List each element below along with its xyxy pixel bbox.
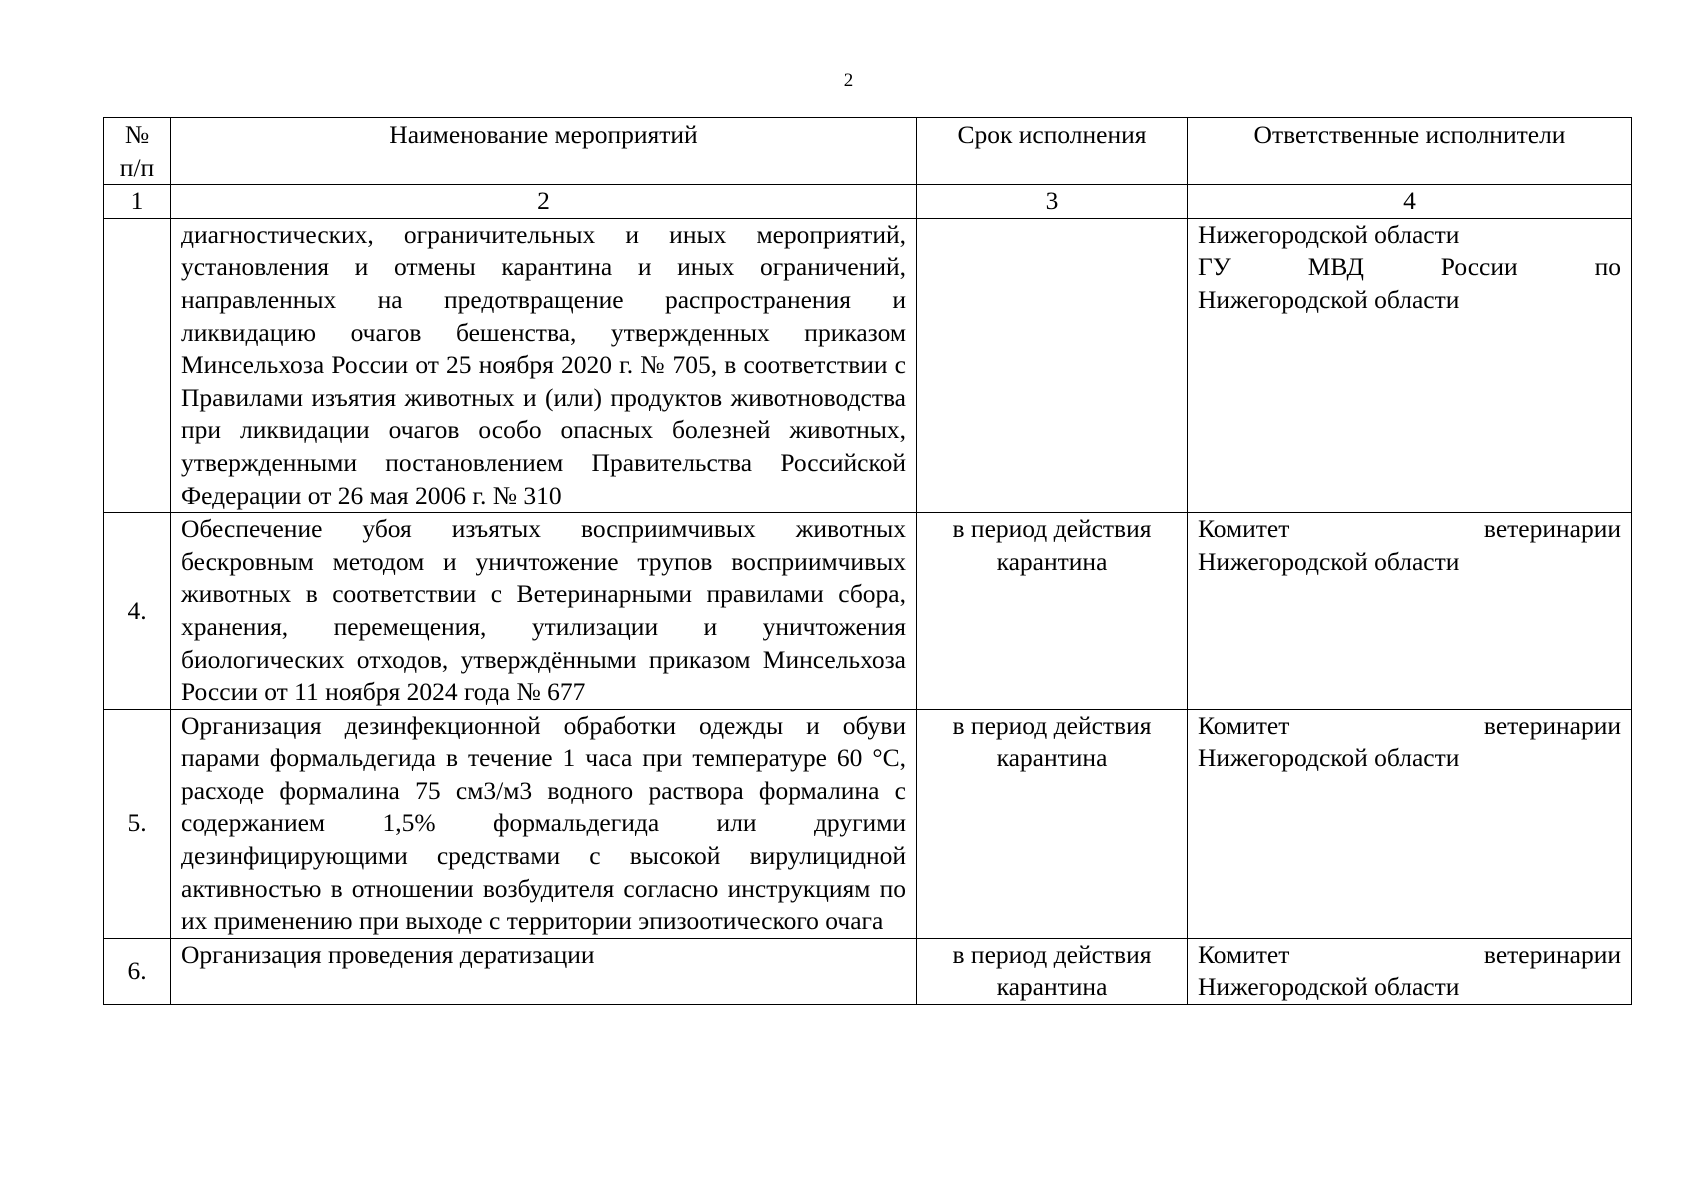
column-number-row [104,185,1632,219]
row-description: Организация проведения дератизации [171,938,917,1004]
row-responsible [1188,218,1632,512]
row-number [104,218,171,512]
column-number: 1 [104,185,171,219]
responsible-line: Комитет ветеринарии [1198,939,1621,969]
row-number: 4. [104,513,171,710]
measures-table [103,117,1632,1005]
column-number: 4 [1188,185,1632,219]
header-measures: Наименование мероприятий [171,118,917,185]
responsible-line: Комитет ветеринарии [1198,710,1621,740]
responsible-line: Нижегородской области [1198,743,1460,773]
row-responsible [1188,938,1632,1004]
responsible-line: Нижегородской области [1198,284,1460,314]
row-number: 5. [104,709,171,938]
table-row [104,218,1632,512]
header-number: № п/п [104,118,171,185]
column-number: 2 [171,185,917,219]
header-term: Срок исполнения [917,118,1188,185]
column-number: 3 [917,185,1188,219]
table-header-row [104,118,1632,185]
row-description: диагностических, ограничительных и иных мероприятий, установления и отмены карантина и иных ограничений, направленных на предотвращение распространения и ликвидацию очагов бешенства, утвержденных приказом Минсельхоза России от 25 ноября 2020 г. № 705, в соответствии с Правилами изъятия животных и (или) продуктов животноводства при ликвидации очагов особо опасных болезней животных, утвержденными постановлением Правительства Российской Федерации от 26 мая 2006 г. № 310 [171,218,917,512]
table-row [104,709,1632,938]
row-number: 6. [104,938,171,1004]
row-term: в период действия карантина [917,513,1188,710]
row-description: Организация дезинфекционной обработки одежды и обуви парами формальдегида в течение 1 часа при температуре 60 °С, расходе формалина 75 см3/м3 водного раствора формалина с содержанием 1,5% формальдегида или другими дезинфицирующими средствами с высокой вирулицидной активностью в отношении возбудителя согласно инструкциям по их применению при выходе с территории эпизоотического очага [171,709,917,938]
responsible-line: Комитет ветеринарии [1198,514,1621,544]
row-term: в период действия карантина [917,709,1188,938]
row-responsible [1188,709,1632,938]
header-responsible: Ответственные исполнители [1188,118,1632,185]
responsible-line: ГУ МВД России по [1198,252,1621,282]
responsible-line: Нижегородской области [1198,219,1460,249]
page-number: 2 [843,70,854,91]
row-responsible [1188,513,1632,710]
row-term: в период действия карантина [917,938,1188,1004]
responsible-line: Нижегородской области [1198,972,1460,1002]
table-row [104,513,1632,710]
row-description: Обеспечение убоя изъятых восприимчивых животных бескровным методом и уничтожение трупов восприимчивых животных в соответствии с Ветеринарными правилами сбора, хранения, перемещения, утилизации и уничтожения биологических отходов, утверждёнными приказом Минсельхоза России от 11 ноября 2024 года № 677 [171,513,917,710]
responsible-line: Нижегородской области [1198,546,1460,576]
row-term [917,218,1188,512]
table-row [104,938,1632,1004]
